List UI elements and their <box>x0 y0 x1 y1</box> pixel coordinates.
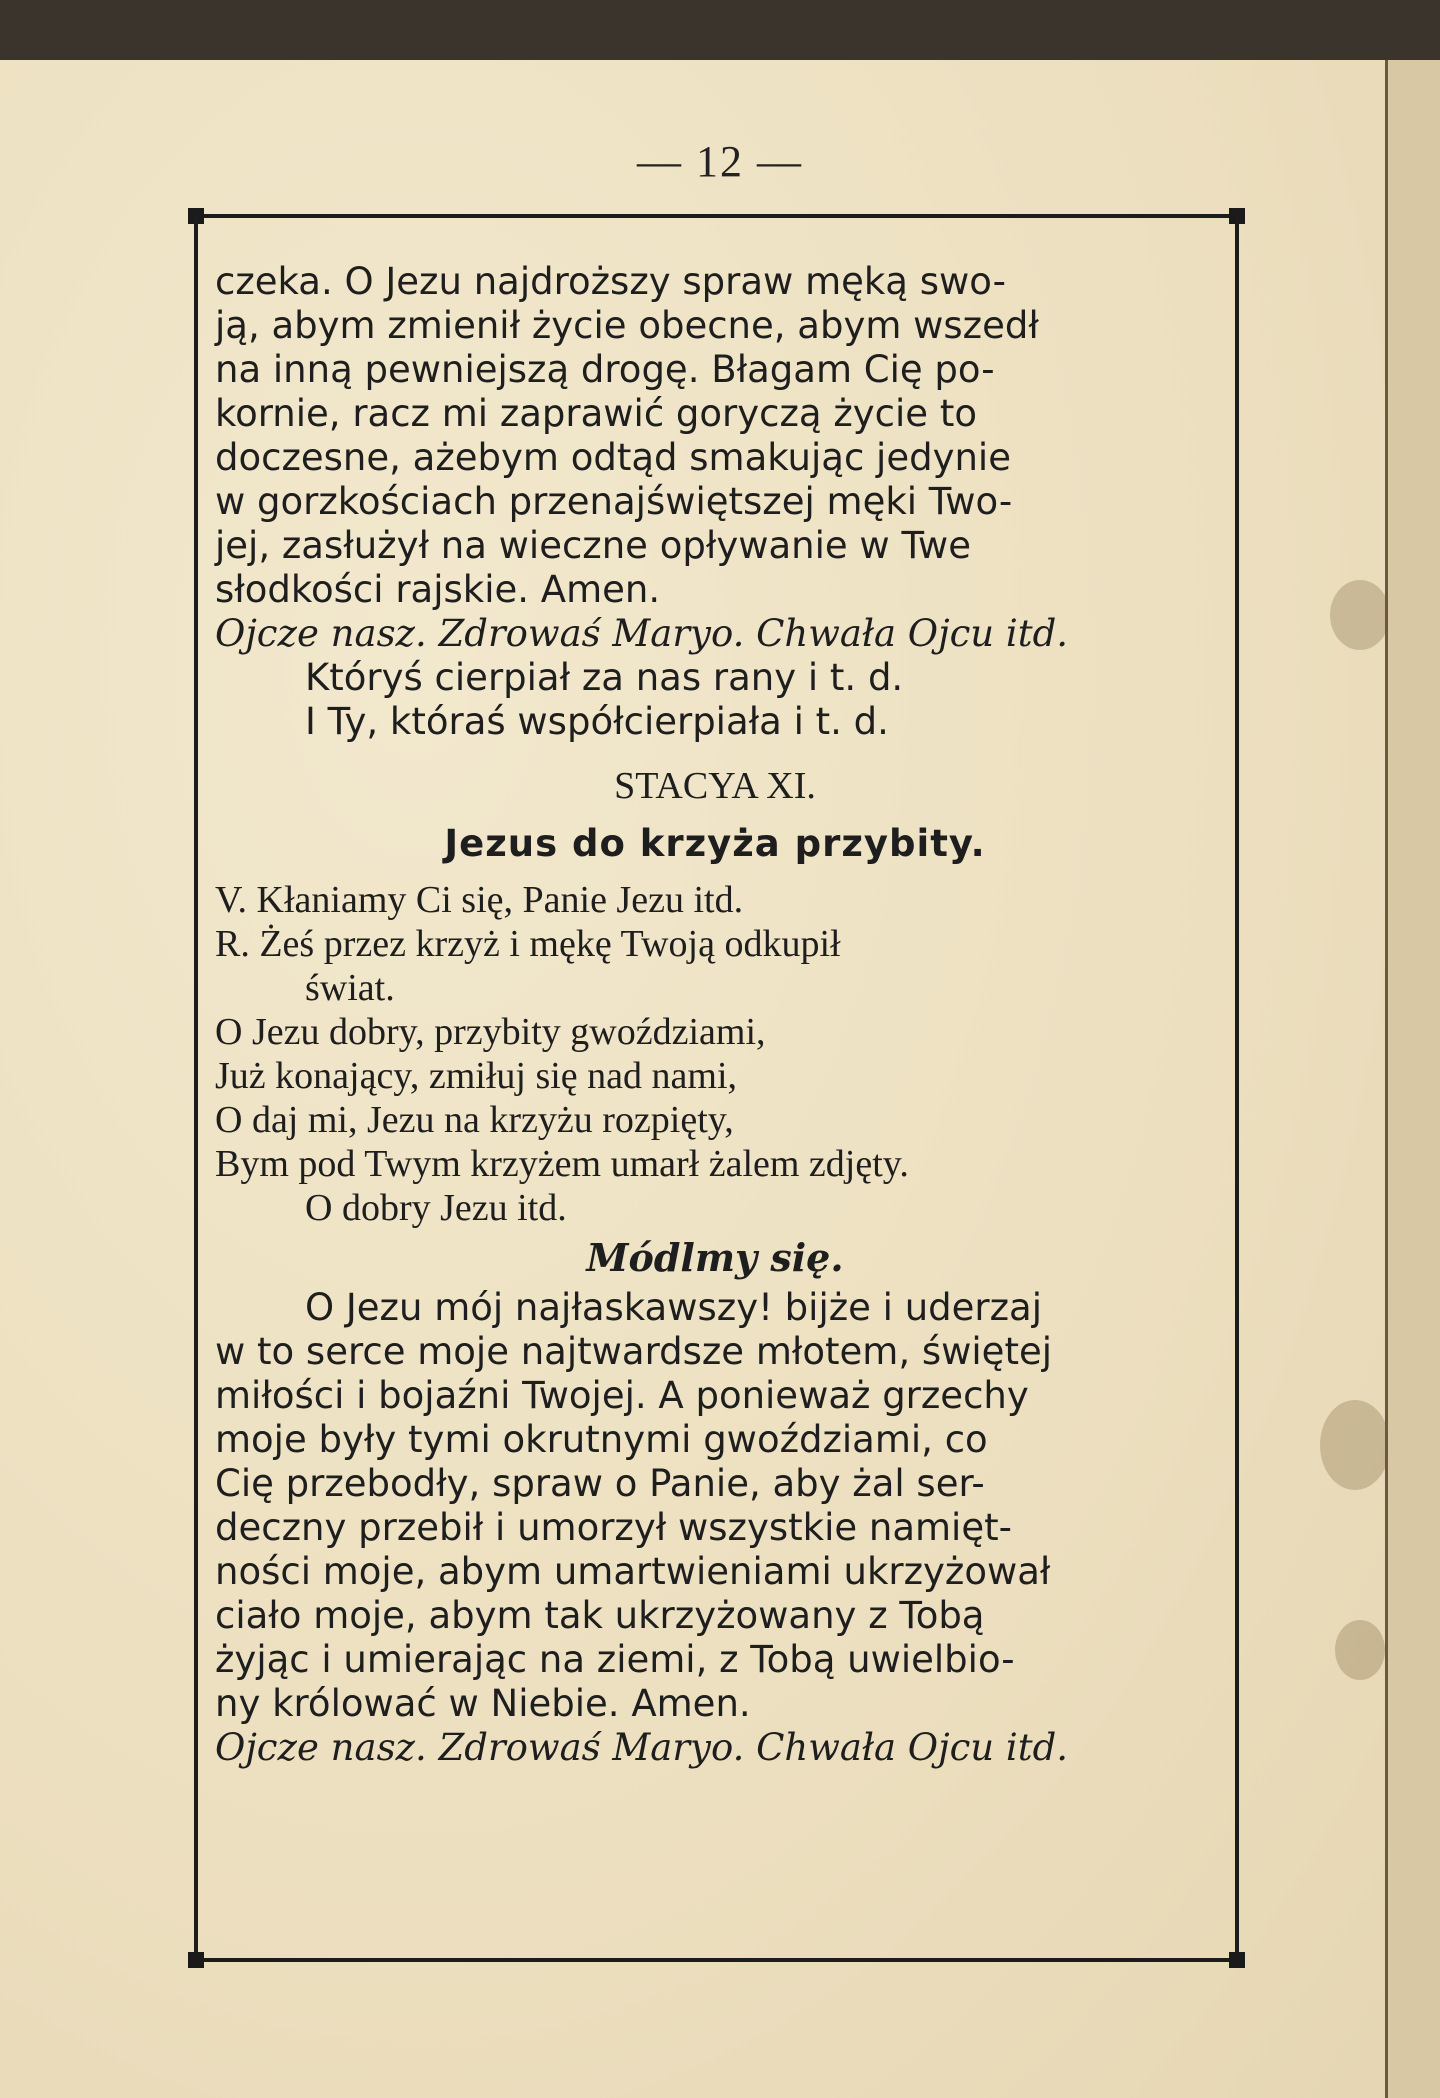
response-line: Któryś cierpiał za nas rany i t. d. <box>305 656 904 699</box>
text-line: ciało moje, abym tak ukrzyżowany z Tobą <box>215 1594 985 1637</box>
prayer-heading: Módlmy się. <box>586 1235 844 1280</box>
text-line: ności moje, abym umartwieniami ukrzyżował <box>215 1550 1051 1593</box>
page-number: — 12 — <box>637 137 803 186</box>
text-line: doczesne, ażebym odtąd smakując jedynie <box>215 436 1011 479</box>
bottom-border-rule <box>194 1958 1239 1962</box>
text-line: Cię przebodły, spraw o Panie, aby żal ser- <box>215 1462 985 1505</box>
response-line: świat. <box>305 967 395 1009</box>
left-border-rule <box>194 214 198 1962</box>
text-line: w to serce moje najtwardsze młotem, świętej <box>215 1330 1052 1373</box>
text-line: słodkości rajskie. Amen. <box>215 568 661 611</box>
prayer-instruction: Ojcze nasz. Zdrowaś Maryo. Chwała Ojcu itd. <box>215 1726 1069 1769</box>
right-border-rule <box>1235 214 1239 1962</box>
text-line: miłości i bojaźni Twojej. A ponieważ grzechy <box>215 1374 1029 1417</box>
foxing-stain <box>1335 1620 1385 1680</box>
foxing-stain <box>1320 1400 1390 1490</box>
page-body <box>215 260 1215 1770</box>
hymn-line: O Jezu dobry, przybity gwoździami, <box>215 1011 766 1053</box>
corner-ornament <box>1229 1952 1245 1968</box>
station-heading: STACYA XI. <box>614 765 816 807</box>
hymn-refrain: O dobry Jezu itd. <box>305 1187 567 1229</box>
text-line: żyjąc i umierając na ziemi, z Tobą uwielbio- <box>215 1638 1015 1681</box>
response-line: R. Żeś przez krzyż i mękę Twoją odkupił <box>215 923 841 965</box>
text-line: deczny przebił i umorzył wszystkie namięt- <box>215 1506 1012 1549</box>
foxing-stain <box>1330 580 1390 650</box>
text-line: ny królować w Niebie. Amen. <box>215 1682 751 1725</box>
text-line: na inną pewniejszą drogę. Błagam Cię po- <box>215 348 995 391</box>
hymn-line: Już konający, zmiłuj się nad nami, <box>215 1055 737 1097</box>
text-line: jej, zasłużył na wieczne opływanie w Twe <box>215 524 971 567</box>
hymn-line: Bym pod Twym krzyżem umarł żalem zdjęty. <box>215 1143 909 1185</box>
corner-ornament <box>188 1952 204 1968</box>
scan-background <box>0 0 1440 60</box>
top-border-rule <box>194 214 1239 218</box>
text-line: moje były tymi okrutnymi gwoździami, co <box>215 1418 988 1461</box>
versicle-line: V. Kłaniamy Ci się, Panie Jezu itd. <box>215 879 744 921</box>
text-line: kornie, racz mi zaprawić goryczą życie to <box>215 392 977 435</box>
adjacent-page-edge <box>1385 60 1440 2098</box>
text-line: O Jezu mój najłaskawszy! bijże i uderzaj <box>305 1286 1043 1329</box>
response-line: I Ty, któraś współcierpiała i t. d. <box>305 700 889 743</box>
text-line: ją, abym zmienił życie obecne, abym wszedł <box>215 304 1039 347</box>
text-line: w gorzkościach przenajświętszej męki Two- <box>215 480 1013 523</box>
hymn-line: O daj mi, Jezu na krzyżu rozpięty, <box>215 1099 734 1141</box>
text-line: czeka. O Jezu najdroższy spraw męką swo- <box>215 260 1006 303</box>
station-title: Jezus do krzyża przybity. <box>444 822 986 865</box>
prayer-instruction: Ojcze nasz. Zdrowaś Maryo. Chwała Ojcu itd. <box>215 612 1069 655</box>
